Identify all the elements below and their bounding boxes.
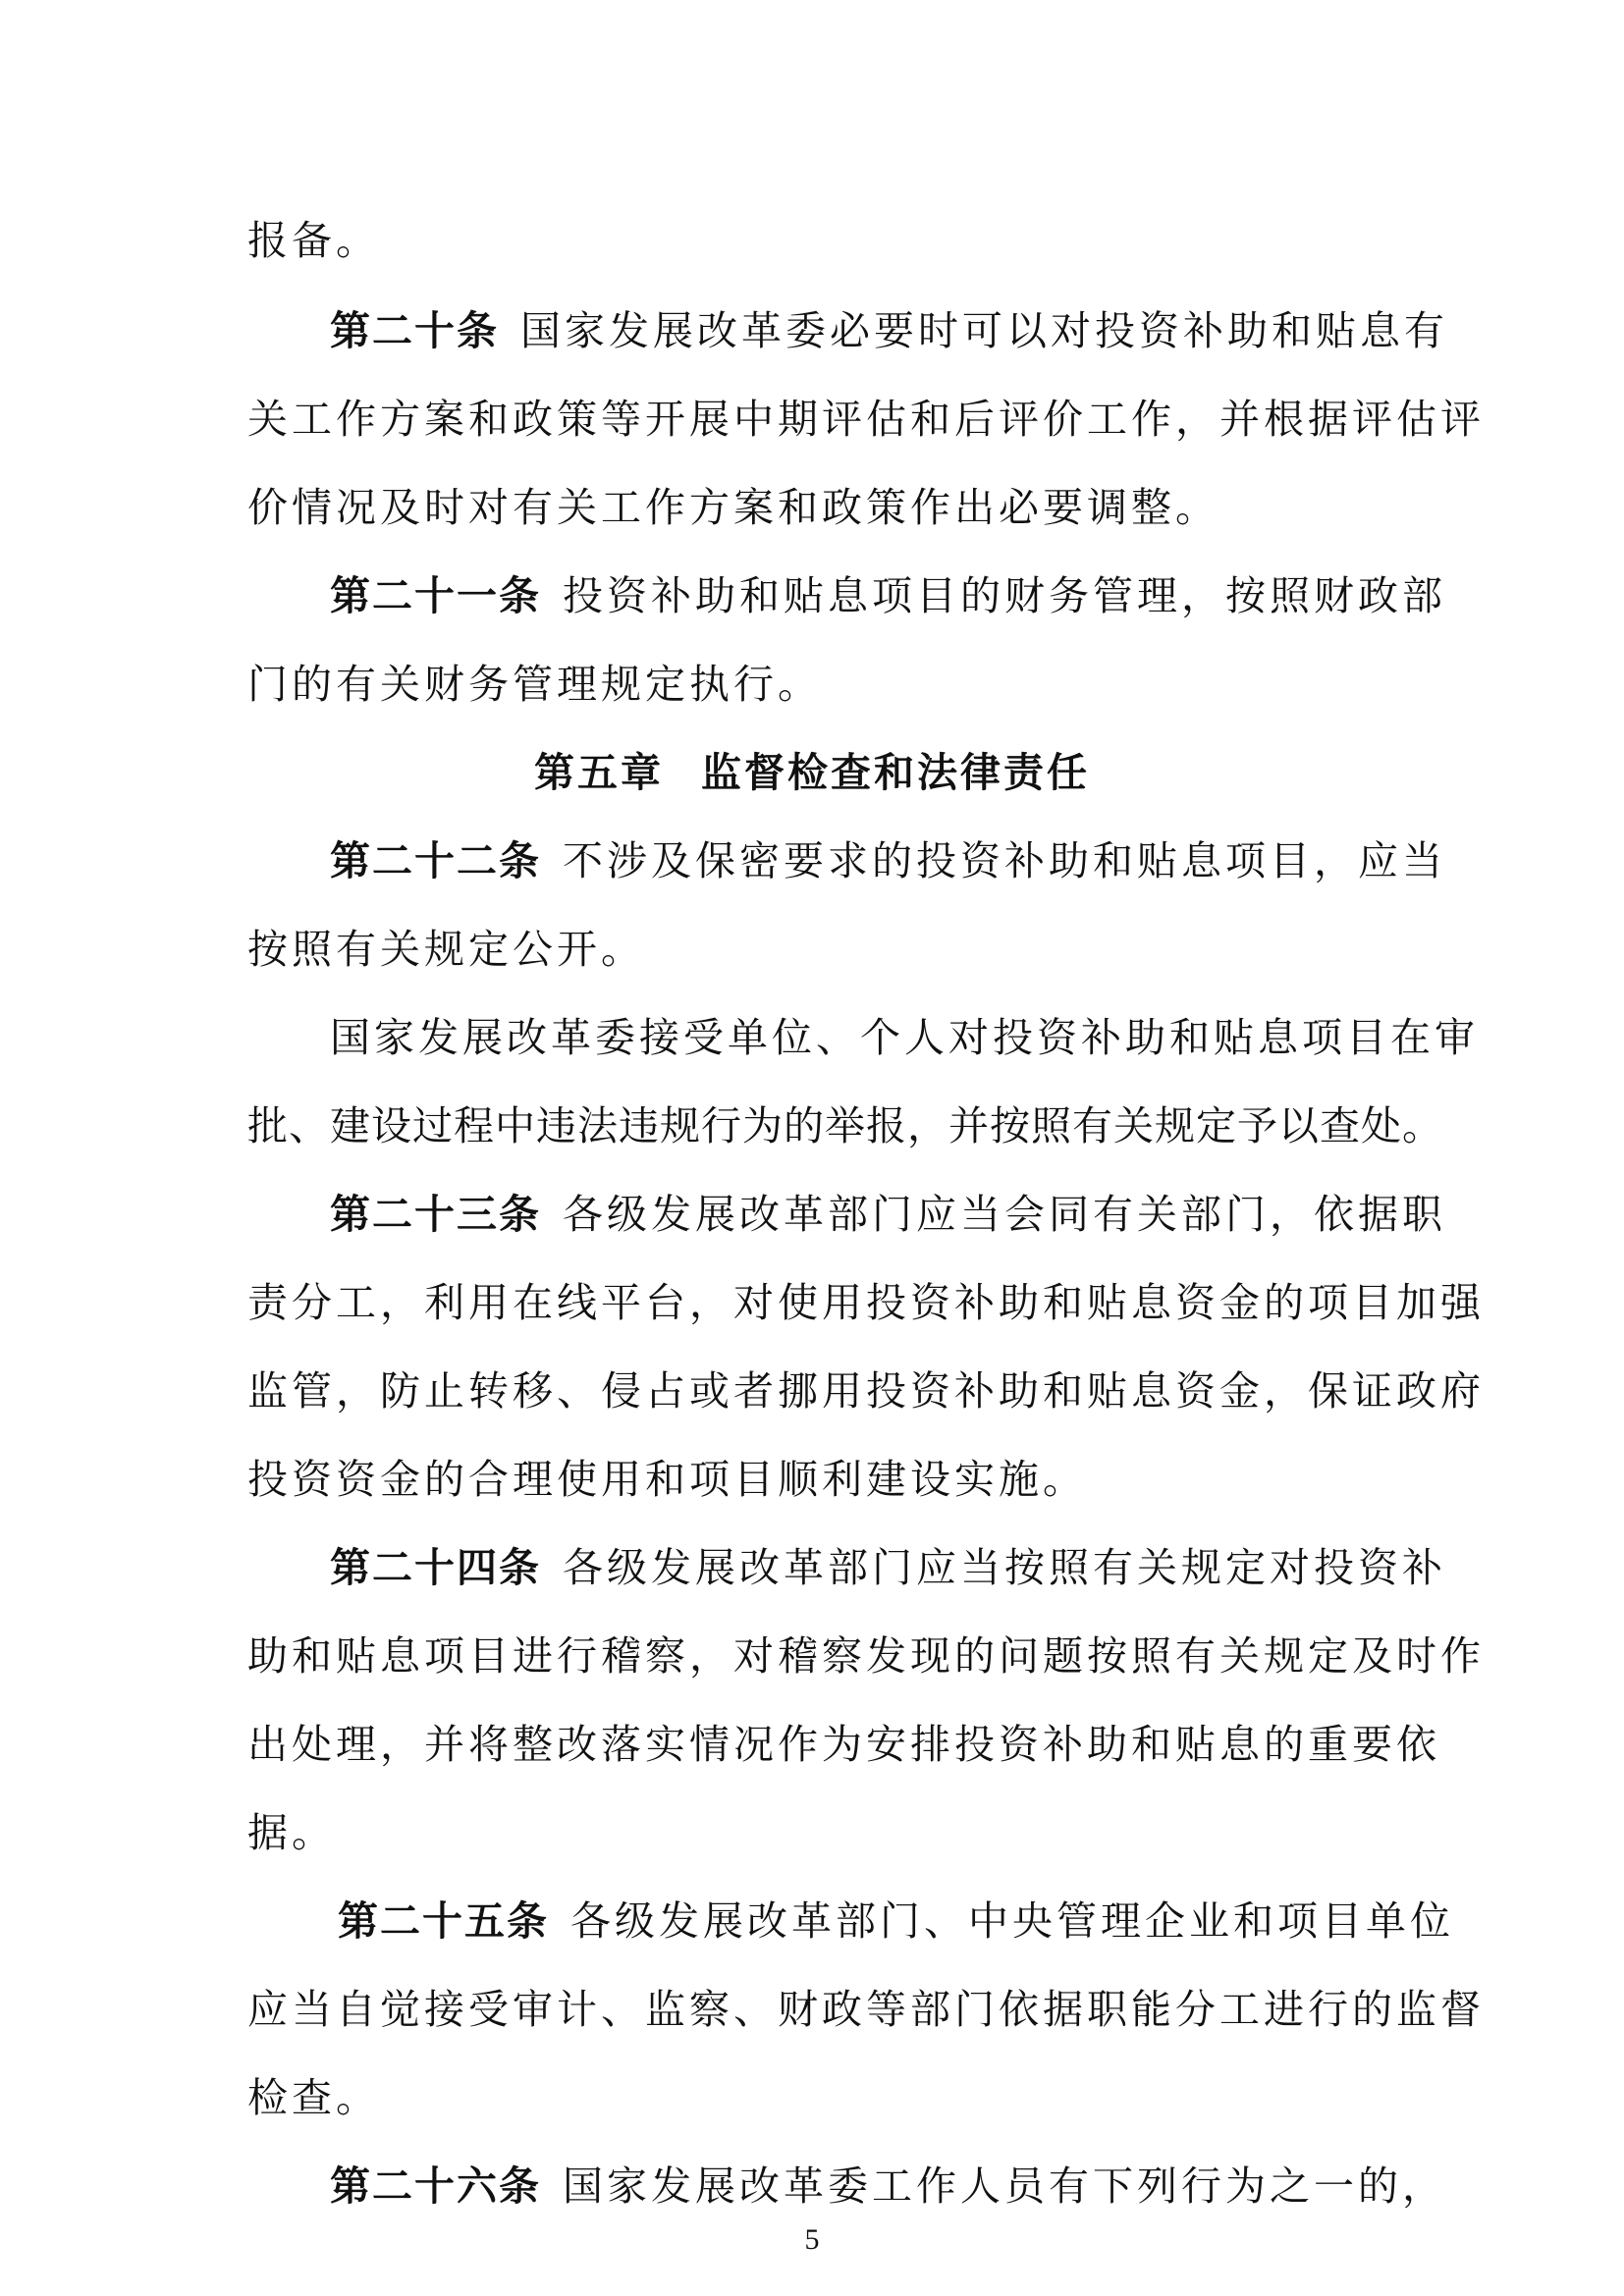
paragraph-line: 检查。 (247, 2074, 380, 2121)
article-25-line-1: 第二十五条 各级发展改革部门、中央管理企业和项目单位 (338, 1897, 1454, 1945)
paragraph-line: 关工作方案和政策等开展中期评估和后评价工作，并根据评估评 (247, 396, 1485, 443)
article-23-line-1: 第二十三条 各级发展改革部门应当会同有关部门，依据职 (330, 1191, 1446, 1238)
paragraph-line: 出处理，并将整改落实情况作为安排投资补助和贴息的重要依 (247, 1721, 1440, 1768)
paragraph-line: 监管，防止转移、侵占或者挪用投资补助和贴息资金，保证政府 (247, 1367, 1485, 1415)
paragraph-line: 门的有关财务管理规定执行。 (247, 661, 822, 708)
article-22-line-1: 第二十二条 不涉及保密要求的投资补助和贴息项目，应当 (330, 837, 1446, 884)
chapter-title: 监督检查和法律责任 (701, 749, 1090, 796)
paragraph-line: 按照有关规定公开。 (247, 926, 645, 973)
paragraph-line: 报备。 (247, 217, 380, 264)
article-heading: 第二十四条 (330, 1544, 541, 1591)
article-21-line-1: 第二十一条 投资补助和贴息项目的财务管理，按照财政部 (330, 572, 1446, 619)
page-number: 5 (804, 2223, 820, 2256)
paragraph-line: 应当自觉接受审计、监察、财政等部门依据职能分工进行的监督 (247, 1986, 1485, 2033)
article-heading: 第二十五条 (338, 1897, 549, 1945)
chapter-heading (0, 728, 1624, 817)
article-20-line-1: 第二十条 国家发展改革委必要时可以对投资补助和贴息有 (330, 307, 1448, 354)
article-heading: 第二十六条 (330, 2163, 541, 2210)
paragraph-line: 责分工，利用在线平台，对使用投资补助和贴息资金的项目加强 (247, 1279, 1485, 1326)
paragraph-line: 助和贴息项目进行稽察，对稽察发现的问题按照有关规定及时作 (247, 1632, 1485, 1680)
paragraph-line: 投资资金的合理使用和项目顺利建设实施。 (247, 1456, 1087, 1503)
article-heading: 第二十二条 (330, 837, 541, 884)
article-24-line-1: 第二十四条 各级发展改革部门应当按照有关规定对投资补 (330, 1544, 1446, 1591)
paragraph-line: 据。 (247, 1809, 336, 1856)
article-heading: 第二十三条 (330, 1191, 541, 1238)
paragraph-line: 价情况及时对有关工作方案和政策作出必要调整。 (247, 484, 1219, 531)
article-26-line-1: 第二十六条 国家发展改革委工作人员有下列行为之一的， (330, 2163, 1446, 2210)
paragraph-line: 国家发展改革委接受单位、个人对投资补助和贴息项目在审 (330, 1014, 1479, 1061)
article-heading: 第二十一条 (330, 572, 541, 619)
chapter-number: 第五章 (534, 749, 664, 796)
article-heading: 第二十条 (330, 307, 499, 354)
paragraph-line: 批、建设过程中违法违规行为的举报，并按照有关规定予以查处。 (247, 1102, 1443, 1149)
